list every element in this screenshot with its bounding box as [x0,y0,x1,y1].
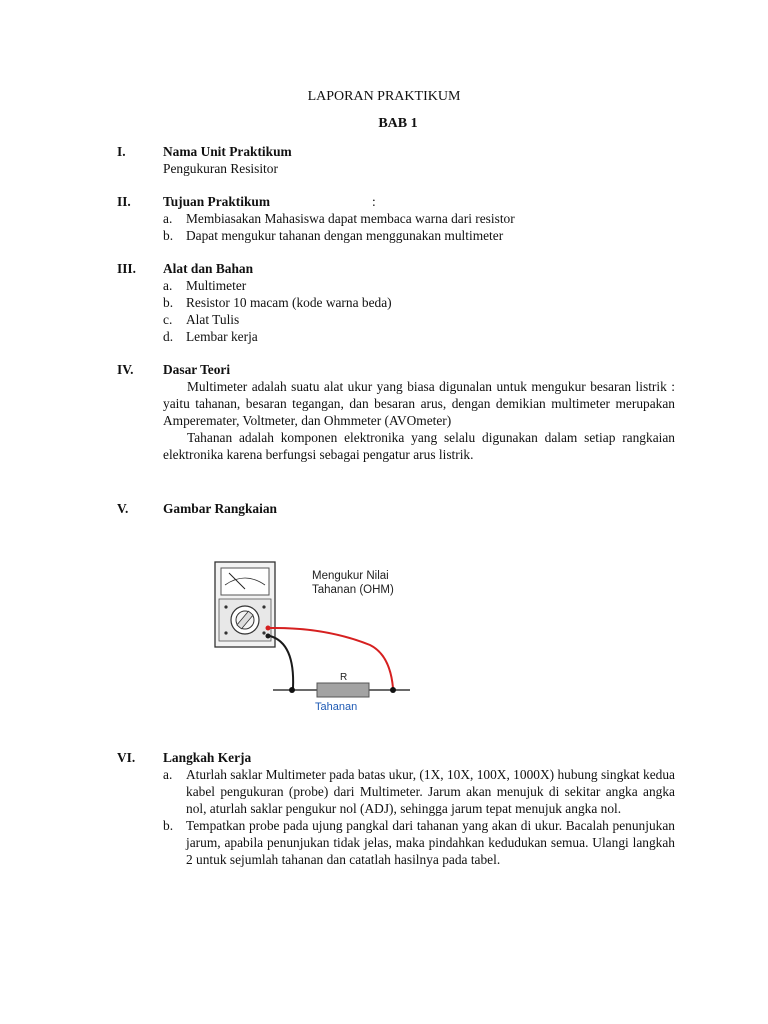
section-numeral: III. [117,261,136,276]
list-text: Dapat mengukur tahanan dengan menggunakan multimeter [186,228,504,243]
multimeter-icon [215,562,275,647]
section-heading: Langkah Kerja [163,750,252,765]
list-text: Membiasakan Mahasiswa dapat membaca warna dari resistor [186,211,515,226]
resistor-caption: Tahanan [315,701,358,713]
section-numeral: V. [117,501,129,516]
figure-caption-line2: Tahanan (OHM) [312,584,394,596]
objective-list [163,210,675,244]
steps-list [163,766,675,868]
materials-list [163,277,675,345]
figure-caption-line1: Mengukur Nilai [312,570,389,582]
list-marker: b. [163,295,174,310]
list-item [163,294,675,311]
list-marker: a. [163,278,173,293]
list-marker: b. [163,228,174,243]
section-text: Pengukuran Resisitor [163,161,278,176]
theory-paragraph-1: Multimeter adalah suatu alat ukur yang biasa digunalan untuk mengukur besaran listrik : yaitu tahanan, besaran tegangan, dan besaran arus, dengan demikian multimeter merupakan Amperemater, Voltmeter, dan Ohmmeter (AVOmeter) [163,379,675,428]
list-text: Aturlah saklar Multimeter pada batas ukur, (1X, 10X, 100X, 1000X) hubung singkat kedua kabel pengukuran (probe) dari Multimeter. Jarum akan menujuk di sekitar angka angka nol, aturlah saklar pengukur nol (ADJ), sehingga jarum tepat menujuk angka nol. [186,767,675,816]
section-heading: Gambar Rangkaian [163,501,277,516]
theory-paragraph-2: Tahanan adalah komponen elektronika yang selalu digunakan dalam setiap rangkaian elektronika karena berfungsi sebagai pengatur arus listrik. [163,430,675,462]
section-heading: Tujuan Praktikum [163,194,271,209]
list-marker: c. [163,312,173,327]
resistor-label: R [340,672,348,683]
black-probe-tip [289,687,295,693]
report-title: LAPORAN PRAKTIKUM [307,89,461,104]
list-item [163,277,675,294]
section-heading: Alat dan Bahan [163,261,254,276]
section-numeral: IV. [117,362,134,377]
list-marker: b. [163,818,174,833]
list-marker: d. [163,329,174,344]
list-item [163,227,675,244]
resistor-body [317,683,369,697]
list-item [163,817,675,868]
list-text: Tempatkan probe pada ujung pangkal dari tahanan yang akan di ukur. Bacalah penunjukan jarum, apabila penunjukan tidak jelas, maka pindahkan kedudukan semua. Ulangi langkah 2 untuk sejumlah tahanan dan catatlah hasilnya pada tabel. [186,818,675,867]
section-numeral: I. [117,144,126,159]
list-marker: a. [163,211,173,226]
section-heading: Nama Unit Praktikum [163,144,292,159]
list-marker: a. [163,767,173,782]
section-heading: Dasar Teori [163,362,231,377]
chapter-heading: BAB 1 [378,116,418,131]
list-item [163,210,675,227]
theory-text [163,378,675,463]
red-probe-tip [390,687,396,693]
section-numeral: II. [117,194,131,209]
list-text: Multimeter [186,278,247,293]
list-item [163,328,675,345]
probe-red-wire [270,628,393,688]
circuit-figure [205,555,435,720]
heading-colon: : [372,194,376,209]
list-text: Alat Tulis [186,312,240,327]
list-item [163,311,675,328]
list-item [163,766,675,817]
list-text: Resistor 10 macam (kode warna beda) [186,295,392,310]
list-text: Lembar kerja [186,329,258,344]
section-numeral: VI. [117,750,136,765]
